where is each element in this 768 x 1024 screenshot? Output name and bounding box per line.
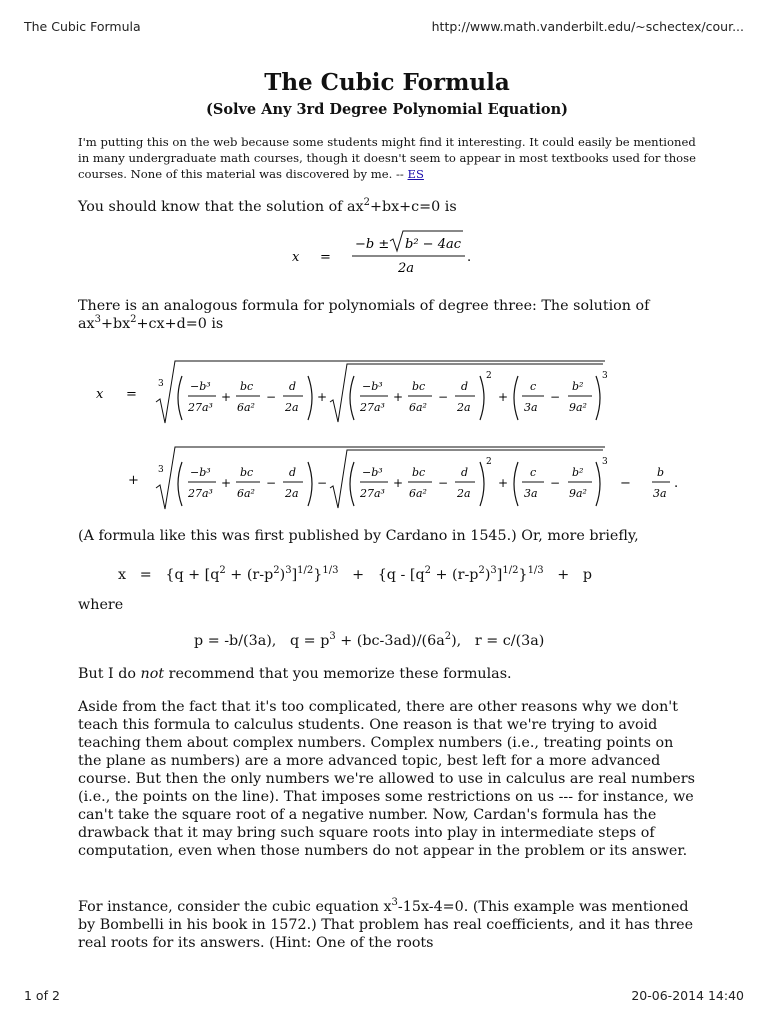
cf2-plus1: + bbox=[221, 476, 232, 490]
cf1-plus3: + bbox=[393, 390, 404, 404]
print-timestamp: 20-06-2014 14:40 bbox=[631, 988, 744, 1003]
where-label: where bbox=[78, 597, 124, 613]
cf1-d6: 2a bbox=[457, 401, 471, 414]
cf1-n8: b² bbox=[572, 380, 584, 393]
cf1-minus1: − bbox=[266, 390, 277, 404]
sf-plus1: + bbox=[352, 567, 365, 583]
cf2-plus-lead: + bbox=[128, 473, 139, 488]
cf1-d3: 2a bbox=[285, 401, 299, 414]
cf2-sq-exp: 2 bbox=[486, 457, 492, 467]
q-exp2: 2 bbox=[444, 631, 452, 642]
article bbox=[78, 68, 696, 216]
sf-part10: } bbox=[518, 567, 528, 583]
cf2-rparen2 bbox=[480, 462, 484, 506]
header-page-title: The Cubic Formula bbox=[24, 19, 141, 34]
cf2-rparen bbox=[308, 462, 312, 506]
cubic-exp3: 3 bbox=[94, 314, 101, 325]
cf1-lparen bbox=[178, 376, 182, 420]
cf1-d8: 9a² bbox=[569, 401, 587, 414]
r-definition: r = c/(3a) bbox=[474, 633, 545, 649]
cf2-n1: −b³ bbox=[190, 466, 211, 479]
page-title: The Cubic Formula bbox=[264, 69, 510, 96]
recommend-b: recommend that you memorize these formulas. bbox=[168, 666, 512, 682]
q-definition-c: ), bbox=[451, 633, 462, 649]
sf-plus2: + bbox=[557, 567, 570, 583]
cf1-cube-index: 3 bbox=[158, 379, 164, 389]
cf1-n2: bc bbox=[240, 380, 254, 393]
sf-exp-h: 3 bbox=[490, 565, 497, 576]
cubic-exp2: 2 bbox=[130, 314, 137, 325]
cf1-rparen3 bbox=[596, 376, 600, 420]
cf2-minus3: − bbox=[438, 476, 449, 490]
sf-exp-j: 1/3 bbox=[527, 565, 544, 576]
sf-p: p bbox=[582, 567, 593, 583]
cf1-n5: bc bbox=[412, 380, 426, 393]
sf-exp-c: 3 bbox=[285, 565, 292, 576]
cubic-formula-line1 bbox=[90, 358, 630, 430]
quad-lead-a: You should know that the solution of ax bbox=[78, 199, 364, 215]
print-header bbox=[24, 19, 744, 37]
cf2-rparen3 bbox=[596, 462, 600, 506]
cf1-n7: c bbox=[530, 380, 537, 393]
cf1-plus4: + bbox=[498, 390, 509, 404]
page-subtitle: (Solve Any 3rd Degree Polynomial Equation) bbox=[205, 101, 568, 118]
qf-neg-b: −b ± bbox=[355, 237, 390, 252]
sf-exp-a: 2 bbox=[219, 565, 226, 576]
cf2-d2: 6a² bbox=[237, 487, 255, 500]
q-exp3: 3 bbox=[329, 631, 336, 642]
cf2-d3: 2a bbox=[285, 487, 299, 500]
cf2-lparen2 bbox=[350, 462, 354, 506]
cf2-n8: b² bbox=[572, 466, 584, 479]
intro-paragraph bbox=[78, 134, 696, 182]
cf2-d4: 27a³ bbox=[360, 487, 385, 500]
quad-exp: 2 bbox=[363, 197, 370, 208]
cf1-minus3: − bbox=[550, 390, 561, 404]
sf-exp-i: 1/2 bbox=[502, 565, 519, 576]
es-author-link[interactable]: ES bbox=[407, 167, 424, 181]
cf1-d4: 27a³ bbox=[360, 401, 385, 414]
quad-lead-b: +bx+c=0 is bbox=[369, 199, 457, 215]
cf1-cube-exp: 3 bbox=[602, 371, 608, 381]
qf-denominator: 2a bbox=[398, 261, 415, 276]
cf1-plus1: + bbox=[221, 390, 232, 404]
header-url[interactable]: http://www.math.vanderbilt.edu/~schectex/cour... bbox=[431, 19, 744, 34]
quadratic-formula bbox=[280, 228, 480, 276]
cf2-cube-exp: 3 bbox=[602, 457, 608, 467]
cf2-d5: 6a² bbox=[409, 487, 427, 500]
instance-a: For instance, consider the cubic equation x bbox=[78, 899, 392, 915]
sf-part3: ) bbox=[279, 567, 286, 583]
qf-disc: b² − 4ac bbox=[405, 237, 461, 252]
cf2-lparen bbox=[178, 462, 182, 506]
cubic-formula-line2 bbox=[90, 444, 690, 516]
cf1-d5: 6a² bbox=[409, 401, 427, 414]
sf-part8: ) bbox=[484, 567, 491, 583]
cf2-n4: −b³ bbox=[362, 466, 383, 479]
short-formula bbox=[118, 566, 592, 584]
cf1-n3: d bbox=[289, 380, 297, 393]
cf2-d6: 2a bbox=[457, 487, 471, 500]
cf2-minus2: − bbox=[317, 476, 328, 490]
cf1-lparen2 bbox=[350, 376, 354, 420]
cf1-d2: 6a² bbox=[237, 401, 255, 414]
cf2-d8: 9a² bbox=[569, 487, 587, 500]
sf-part4: ] bbox=[291, 567, 298, 583]
cf2-lparen3 bbox=[514, 462, 518, 506]
cf2-n5: bc bbox=[412, 466, 426, 479]
recommend-a: But I do bbox=[78, 666, 136, 682]
cf1-n1: −b³ bbox=[190, 380, 211, 393]
cf2-n6: d bbox=[461, 466, 469, 479]
sf-part7: + (r-p bbox=[430, 567, 479, 583]
quadratic-lead bbox=[78, 198, 696, 216]
cubic-lead: There is an analogous formula for polynomials of degree three: The solution of $ax^3+bx^2+cx+d=0$ is bbox=[78, 298, 650, 332]
qf-period: . bbox=[467, 250, 472, 265]
cf2-tail-num: b bbox=[657, 466, 665, 479]
sf-exp-d: 1/2 bbox=[297, 565, 314, 576]
cf2-plus2: + bbox=[393, 476, 404, 490]
recommend-emphasis: not bbox=[140, 666, 165, 682]
cf1-minus2: − bbox=[438, 390, 449, 404]
cf2-n7: c bbox=[530, 466, 537, 479]
p-definition: p = -b/(3a), bbox=[194, 633, 277, 649]
cf1-rparen bbox=[308, 376, 312, 420]
cf2-cube-index: 3 bbox=[158, 465, 164, 475]
cf1-eq: = bbox=[126, 387, 137, 402]
qf-x: x bbox=[292, 250, 300, 265]
cf1-n6: d bbox=[461, 380, 469, 393]
cf1-lparen3 bbox=[514, 376, 518, 420]
sf-part6: {q - [q bbox=[377, 567, 425, 583]
instance-b: -15x-4=0. (This example was mentioned by Bombelli in his book in 1572.) That problem has real coefficients, and it has three real roots for its answers. (Hint: One of the roots bbox=[78, 899, 694, 951]
sf-exp-f: 2 bbox=[424, 565, 431, 576]
cf2-minus1: − bbox=[266, 476, 277, 490]
print-footer bbox=[24, 988, 744, 1006]
sf-part5: } bbox=[313, 567, 323, 583]
cf1-n4: −b³ bbox=[362, 380, 383, 393]
recommend-line bbox=[78, 665, 696, 683]
cardano-line: (A formula like this was first published by Cardano in 1545.) Or, more briefly, bbox=[78, 528, 639, 544]
cf2-n3: d bbox=[289, 466, 297, 479]
sf-part2: + (r-p bbox=[225, 567, 274, 583]
page-count: 1 of 2 bbox=[24, 988, 60, 1003]
cf1-x: x bbox=[96, 387, 104, 402]
instance-exp3: 3 bbox=[391, 897, 398, 908]
cf2-period: . bbox=[674, 476, 679, 491]
intro-text: I'm putting this on the web because some students might find it interesting. It could easily be mentioned in many undergraduate math courses, though it doesn't seem to appear in most textbooks used for those courses. None of this material was discovered by me. -- bbox=[78, 135, 696, 181]
cf2-plus3: + bbox=[498, 476, 509, 490]
cubic-lead-a: There is an analogous formula for polynomials of degree three: The solution of bbox=[78, 298, 650, 314]
cf1-sq-exp: 2 bbox=[486, 371, 492, 381]
cubic-lead-b: +bx bbox=[100, 316, 131, 332]
definitions-line bbox=[194, 632, 544, 650]
cf2-n2: bc bbox=[240, 466, 254, 479]
cf2-minus4: − bbox=[550, 476, 561, 490]
aside-paragraph: Aside from the fact that it's too complicated, there are other reasons why we don't teach this formula to calculus students. One reason is that we're trying to avoid teaching them about complex numbers. Complex numbers (i.e., treating points on the plane as numbers) are a more advanced topic, best left for a more advanced course. But then the only numbers we're allowed to use in calculus are real numbers (i.e., the points on the line). That imposes some restrictions on us --- for instance, we can't take the square root of a negative number. Now, Cardan's formula has the drawback that it may bring such square roots into play in intermediate steps of computation, even when those numbers do not appear in the problem or its answer. bbox=[78, 699, 695, 859]
cubic-lead-c: +cx+d=0 is bbox=[136, 316, 224, 332]
cf1-d7: 3a bbox=[524, 401, 538, 414]
sf-part1: {q + [q bbox=[165, 567, 220, 583]
cf2-minus-tail: − bbox=[620, 476, 631, 491]
sf-x: x bbox=[118, 567, 127, 583]
sf-exp-b: 2 bbox=[273, 565, 280, 576]
q-definition-b: + (bc-3ad)/(6a bbox=[335, 633, 445, 649]
q-definition-a: q = p bbox=[289, 633, 330, 649]
cf1-rparen2 bbox=[480, 376, 484, 420]
sf-exp-g: 2 bbox=[478, 565, 485, 576]
qf-eq: = bbox=[320, 250, 331, 265]
cf2-d7: 3a bbox=[524, 487, 538, 500]
cf1-plus2: + bbox=[317, 390, 328, 404]
cf2-tail-den: 3a bbox=[653, 487, 667, 500]
instance-paragraph bbox=[78, 898, 696, 952]
sf-eq: = bbox=[139, 567, 152, 583]
cf2-d1: 27a³ bbox=[188, 487, 213, 500]
cf1-d1: 27a³ bbox=[188, 401, 213, 414]
sf-part9: ] bbox=[496, 567, 503, 583]
sf-exp-e: 1/3 bbox=[322, 565, 339, 576]
